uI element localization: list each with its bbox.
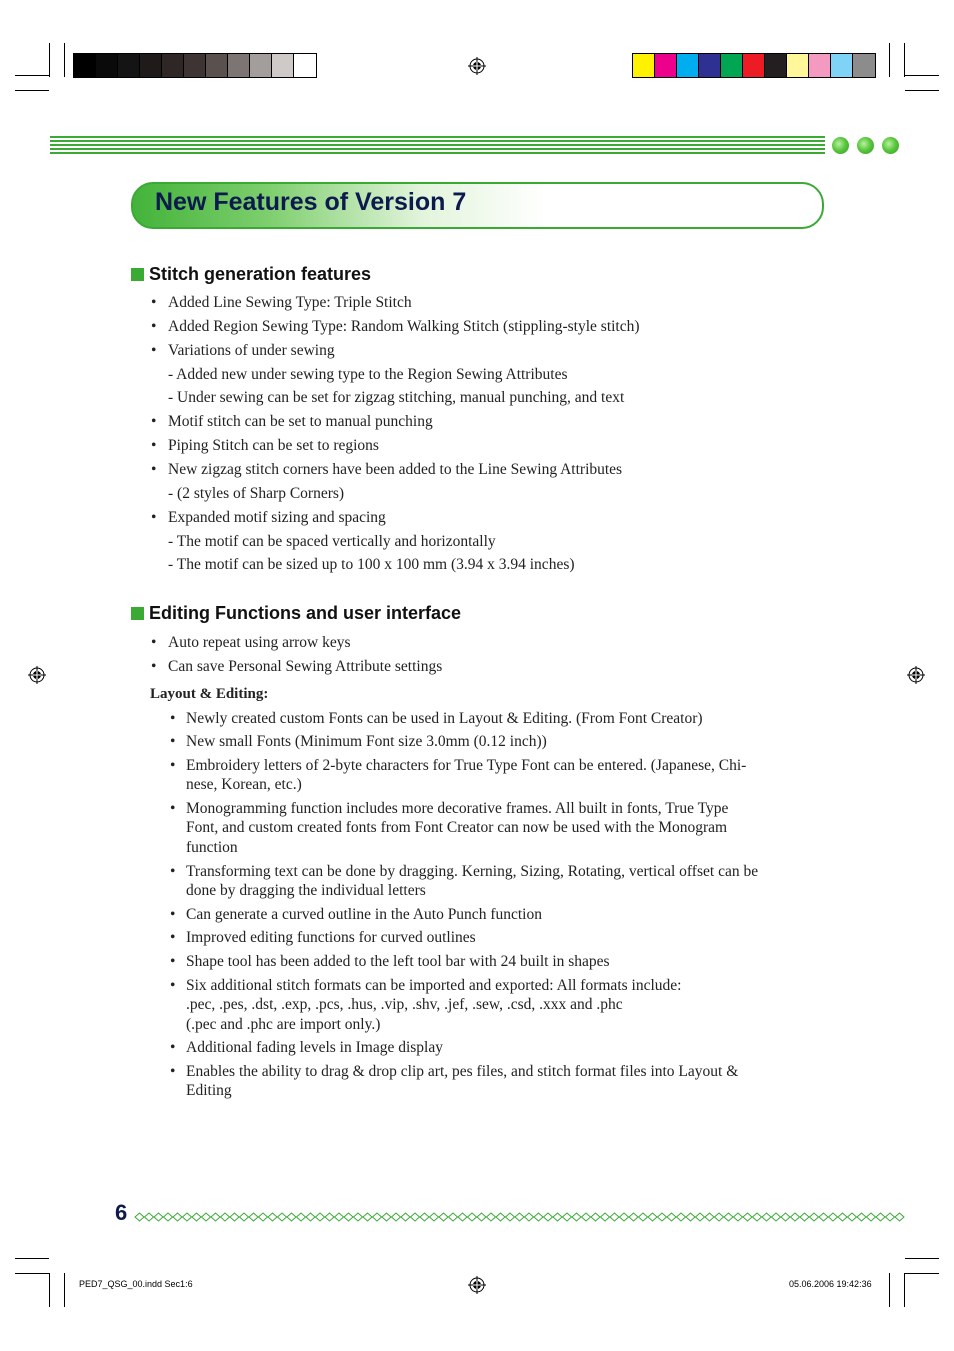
- list-item: Can generate a curved outline in the Auto Punch function: [186, 906, 542, 923]
- list-item: Embroidery letters of 2-byte characters for True Type Font can be entered. (Japanese, Chi-: [186, 757, 747, 774]
- section-heading: [131, 603, 461, 624]
- bullet-icon: •: [170, 906, 176, 923]
- footer-timestamp: 05.06.2006 19:42:36: [789, 1279, 872, 1289]
- page-number: 6: [115, 1200, 128, 1225]
- crop-mark: [64, 43, 65, 77]
- list-item: Editing: [186, 1082, 232, 1100]
- color-swatch: [118, 54, 140, 77]
- decorative-dot-icon: [882, 137, 899, 154]
- color-swatch: [162, 54, 184, 77]
- crop-mark: [49, 1273, 50, 1307]
- color-swatch: [294, 54, 316, 77]
- list-item: Expanded motif sizing and spacing: [168, 508, 386, 526]
- bullet-icon: •: [151, 341, 157, 359]
- list-item: New small Fonts (Minimum Font size 3.0mm (0.12 inch)): [186, 733, 547, 750]
- color-swatch: [677, 54, 699, 77]
- crop-mark: [49, 43, 50, 77]
- crop-mark: [905, 75, 939, 76]
- bullet-icon: •: [170, 710, 176, 727]
- list-item: - The motif can be sized up to 100 x 100 mm (3.94 x 3.94 inches): [168, 556, 575, 574]
- bullet-icon: •: [170, 977, 176, 994]
- bullet-icon: •: [151, 508, 157, 526]
- list-item: done by dragging the individual letters: [186, 882, 426, 900]
- bullet-icon: •: [151, 658, 157, 675]
- list-item: Shape tool has been added to the left tool bar with 24 built in shapes: [186, 953, 610, 970]
- color-swatch: [853, 54, 875, 77]
- color-swatch: [228, 54, 250, 77]
- list-item: Transforming text can be done by dragging. Kerning, Sizing, Rotating, vertical offset can be: [186, 863, 759, 880]
- bullet-icon: •: [170, 733, 176, 750]
- bullet-icon: •: [170, 1063, 176, 1080]
- bullet-icon: •: [151, 413, 157, 431]
- color-swatch: [140, 54, 162, 77]
- crop-mark: [904, 1273, 905, 1307]
- color-swatch: [721, 54, 743, 77]
- registration-mark-icon: [468, 1276, 486, 1294]
- header-stripes: [50, 136, 825, 156]
- section-heading: [131, 264, 371, 285]
- list-item: - Under sewing can be set for zigzag stitching, manual punching, and text: [168, 389, 625, 407]
- subsection-heading: Layout & Editing:: [150, 686, 269, 702]
- color-swatch: [250, 54, 272, 77]
- registration-mark-icon: [28, 666, 46, 684]
- list-item: - (2 styles of Sharp Corners): [168, 484, 345, 502]
- section-heading-text: Editing Functions and user interface: [149, 603, 462, 623]
- color-swatch: [743, 54, 765, 77]
- registration-mark-icon: [468, 57, 486, 75]
- diamond-rule: [133, 1210, 905, 1224]
- bullet-icon: •: [151, 294, 157, 311]
- square-bullet-icon: [131, 607, 144, 620]
- decorative-dot-icon: [832, 137, 849, 154]
- list-item: - Added new under sewing type to the Region Sewing Attributes: [168, 365, 568, 383]
- list-item: Can save Personal Sewing Attribute settings: [168, 658, 443, 675]
- grayscale-calibration-bar: [73, 53, 317, 78]
- crop-mark: [15, 90, 49, 91]
- color-swatch: [787, 54, 809, 77]
- bullet-icon: •: [151, 634, 157, 651]
- list-item: nese, Korean, etc.): [186, 776, 302, 794]
- list-item: Monogramming function includes more decorative frames. All built in fonts, True Type: [186, 800, 729, 817]
- list-item: (.pec and .phc are import only.): [186, 1015, 381, 1033]
- bullet-icon: •: [151, 437, 157, 455]
- color-swatch: [96, 54, 118, 77]
- bullet-icon: •: [151, 317, 157, 335]
- bullet-icon: •: [170, 800, 176, 817]
- color-swatch: [831, 54, 853, 77]
- footer-file-info: PED7_QSG_00.indd Sec1:6: [79, 1279, 193, 1289]
- color-swatch: [809, 54, 831, 77]
- list-item: Additional fading levels in Image display: [186, 1039, 443, 1056]
- color-swatch: [765, 54, 787, 77]
- bullet-icon: •: [170, 863, 176, 880]
- color-swatch: [74, 54, 96, 77]
- list-item: Added Region Sewing Type: Random Walking Stitch (stippling-style stitch): [168, 317, 640, 335]
- bullet-icon: •: [170, 953, 176, 970]
- color-swatch: [633, 54, 655, 77]
- color-swatch: [655, 54, 677, 77]
- list-item: New zigzag stitch corners have been added to the Line Sewing Attributes: [168, 460, 623, 478]
- list-item: Font, and custom created fonts from Font Creator can now be used with the Monogram: [186, 819, 728, 837]
- list-item: Enables the ability to drag & drop clip art, pes files, and stitch format files into Layout &: [186, 1063, 739, 1080]
- list-item: Improved editing functions for curved outlines: [186, 929, 476, 946]
- list-item: Variations of under sewing: [168, 341, 335, 359]
- color-swatch: [184, 54, 206, 77]
- color-swatch: [699, 54, 721, 77]
- list-item: Added Line Sewing Type: Triple Stitch: [168, 294, 412, 311]
- bullet-icon: •: [151, 460, 157, 478]
- decorative-dot-icon: [857, 137, 874, 154]
- list-item: Auto repeat using arrow keys: [168, 634, 351, 651]
- crop-mark: [905, 1258, 939, 1259]
- crop-mark: [15, 1273, 49, 1274]
- crop-mark: [889, 43, 890, 77]
- color-swatch: [272, 54, 294, 77]
- crop-mark: [15, 75, 49, 76]
- list-item: function: [186, 838, 238, 856]
- bullet-icon: •: [170, 757, 176, 774]
- crop-mark: [15, 1258, 49, 1259]
- page-title: New Features of Version 7: [155, 188, 467, 216]
- list-item: Piping Stitch can be set to regions: [168, 437, 379, 455]
- color-swatch: [206, 54, 228, 77]
- crop-mark: [905, 90, 939, 91]
- list-item: Six additional stitch formats can be imported and exported: All formats include:: [186, 977, 682, 994]
- bullet-icon: •: [170, 1039, 176, 1056]
- registration-mark-icon: [907, 666, 925, 684]
- crop-mark: [905, 1273, 939, 1274]
- list-item: Newly created custom Fonts can be used in Layout & Editing. (From Font Creator): [186, 710, 703, 727]
- list-item: .pec, .pes, .dst, .exp, .pcs, .hus, .vip, .shv, .jef, .sew, .csd, .xxx and .phc: [186, 996, 623, 1014]
- bullet-icon: •: [170, 929, 176, 946]
- section-heading-text: Stitch generation features: [149, 264, 372, 284]
- list-item: - The motif can be spaced vertically and horizontally: [168, 532, 496, 550]
- list-item: Motif stitch can be set to manual punching: [168, 413, 433, 431]
- crop-mark: [64, 1273, 65, 1307]
- crop-mark: [889, 1273, 890, 1307]
- color-calibration-bar: [632, 53, 876, 78]
- crop-mark: [904, 43, 905, 77]
- square-bullet-icon: [131, 268, 144, 281]
